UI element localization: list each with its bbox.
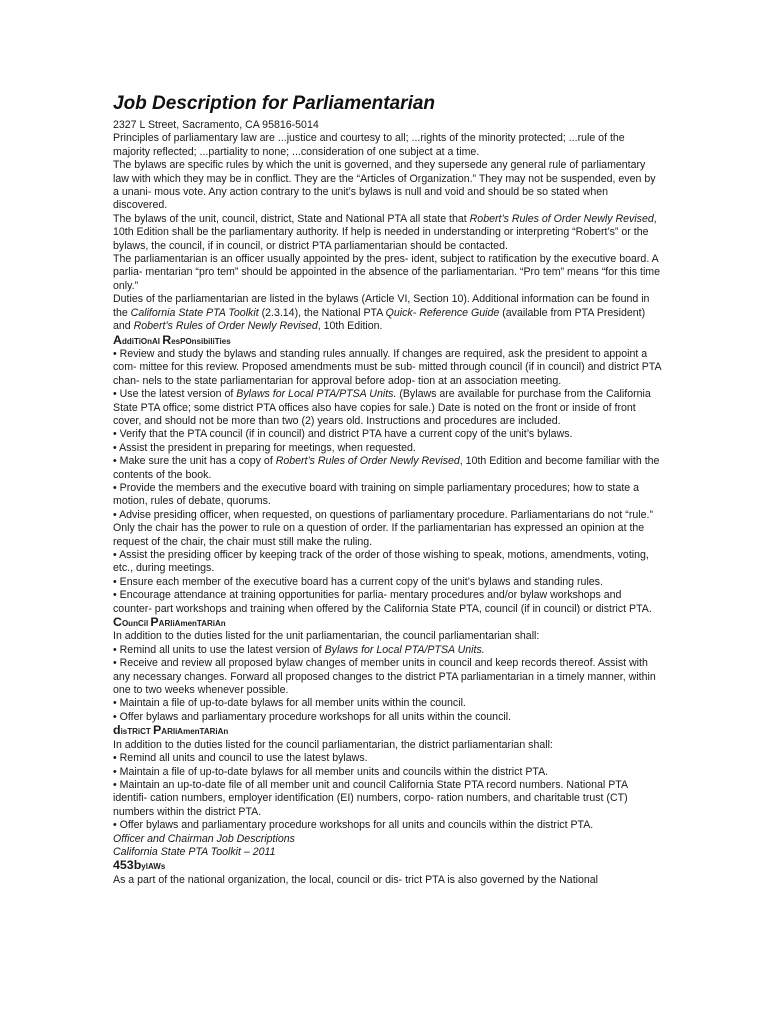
heading-district-parliamentarian: disTRiCT PARliAmenTARiAn: [113, 723, 229, 738]
address: 2327 L Street, Sacramento, CA 95816-5014: [113, 119, 319, 131]
district-intro: In addition to the duties listed for the council parliamentarian, the district parliamentarian shall:: [113, 738, 553, 751]
list-item: • Maintain a file of up-to-date bylaws for all member units within the council.: [113, 697, 466, 710]
heading-bylaws: 453bylAWs: [113, 858, 166, 873]
list-item: • Provide the members and the executive board with training on simple parliamentary procedures; how to state a motion, rules of debate, quorums.: [113, 481, 640, 508]
document-page: [113, 92, 663, 887]
list-item: • Maintain an up-to-date file of all member unit and council California State PTA record numbers. National PTA identifi- cation numbers, employer identification (EI) numbers, corpo- ration numbers, and charitable trust (CT) numbers within the district PTA.: [113, 778, 628, 818]
list-item: • Offer bylaws and parliamentary procedure workshops for all units within the council.: [113, 710, 512, 723]
officer-paragraph: The parliamentarian is an officer usually appointed by the pres- ident, subject to ratification by the executive board. A parlia- mentarian “pro tem” should be appointed in the absence of the parliamentarian. “Pro tem” means “for this time only.”: [113, 253, 661, 292]
list-item: • Assist the president in preparing for meetings, when requested.: [113, 441, 416, 454]
list-item: • Make sure the unit has a copy of Robert’s Rules of Order Newly Revised, 10th Edition and become familiar with the contents of the book.: [113, 455, 660, 481]
council-intro: In addition to the duties listed for the unit parliamentarian, the council parliamentarian shall:: [113, 630, 540, 643]
list-item: • Offer bylaws and parliamentary procedure workshops for all units and councils within the district PTA.: [113, 819, 594, 832]
parliamentary-authority-paragraph: The bylaws of the unit, council, district, State and National PTA all state that Robert’s Rules of Order Newly Revised, 10th Edition shall be the parliamentary authority. If help is needed in understanding or interpreting “Robert’s” or the bylaws, the council, if in council, or district PTA parliamentarian should be contacted.: [113, 212, 657, 252]
list-item: • Remind all units and council to use the latest bylaws.: [113, 752, 368, 765]
list-item: • Advise presiding officer, when requested, on questions of parliamentary procedure. Parliamentarians do not “rule.” Only the chair has the power to rule on a question of order. If the parliamentarian has expressed an opinion at the request of the chair, the chair must still make the ruling.: [113, 508, 653, 548]
heading-council-parliamentarian: COunCil PARliAmenTARiAn: [113, 615, 226, 630]
bylaws-final-paragraph: As a part of the national organization, the local, council or dis- trict PTA is also governed by the National: [113, 873, 599, 886]
list-item: • Use the latest version of Bylaws for Local PTA/PTSA Units. (Bylaws are available for purchase from the California State PTA office; some district PTA offices also have copies for sale.) Date is noted on the front or inside of front cover, and should not be more than two (2) years old. Instructions and procedures are included.: [113, 388, 651, 427]
list-item: • Verify that the PTA council (if in council) and district PTA have a current copy of the unit’s bylaws.: [113, 428, 573, 441]
list-item: • Review and study the bylaws and standing rules annually. If changes are required, ask the president to appoint a com- mittee for this review. Proposed amendments must be sub- mitted through council (if in council) and district PTA chan- nels to the state parliamentarian for approval before adop- tion at an association meeting.: [113, 347, 661, 387]
list-item: • Encourage attendance at training opportunities for parlia- mentary procedures and/or bylaw workshops and counter- part workshops and training when offered by the California State PTA, council (if in council) or district PTA.: [113, 589, 652, 615]
list-item: • Remind all units to use the latest version of Bylaws for Local PTA/PTSA Units.: [113, 643, 485, 656]
footer-line-1: Officer and Chairman Job Descriptions: [113, 832, 295, 845]
footer-line-2: California State PTA Toolkit – 2011: [113, 845, 276, 858]
list-item: • Assist the presiding officer by keeping track of the order of those wishing to speak, motions, amendments, voting, etc., during meetings.: [113, 549, 649, 575]
list-item: • Ensure each member of the executive board has a current copy of the unit’s bylaws and standing rules.: [113, 575, 603, 588]
list-item: • Maintain a file of up-to-date bylaws for all member units and councils within the district PTA.: [113, 765, 549, 778]
principles-paragraph: Principles of parliamentary law are ...justice and courtesy to all; ...rights of the minority protected; ...rule of the majority reflected; ...partiality to none; ...consideration of one subject at a time.: [113, 132, 625, 158]
list-item: • Receive and review all proposed bylaw changes of member units in council and keep records thereof. Assist with any necessary changes. Forward all proposed changes to the district PTA parliamentarian in a timely manner, within one to two weeks whenever possible.: [113, 657, 656, 697]
heading-additional-responsibilities: AddiTiOnAl ResPOnsibiliTies: [113, 332, 231, 347]
bylaws-paragraph: The bylaws are specific rules by which the unit is governed, and they supersede any general rule of parliamentary law with which they may be in conflict. They are the “Articles of Organization.” They may not be suspended, even by a unani- mous vote. Any action contrary to the unit’s bylaws is null and void and should be so stated when discovered.: [113, 159, 656, 212]
duties-paragraph: Duties of the parliamentarian are listed in the bylaws (Article VI, Section 10). Additional information can be found in the California State PTA Toolkit (2.3.14), the National PTA Quick- Reference Guide (available from PTA President) and Robert’s Rules of Order Newly Revised, 10th Edition.: [113, 293, 650, 333]
document-title: Job Description for Parliamentarian: [113, 93, 436, 114]
